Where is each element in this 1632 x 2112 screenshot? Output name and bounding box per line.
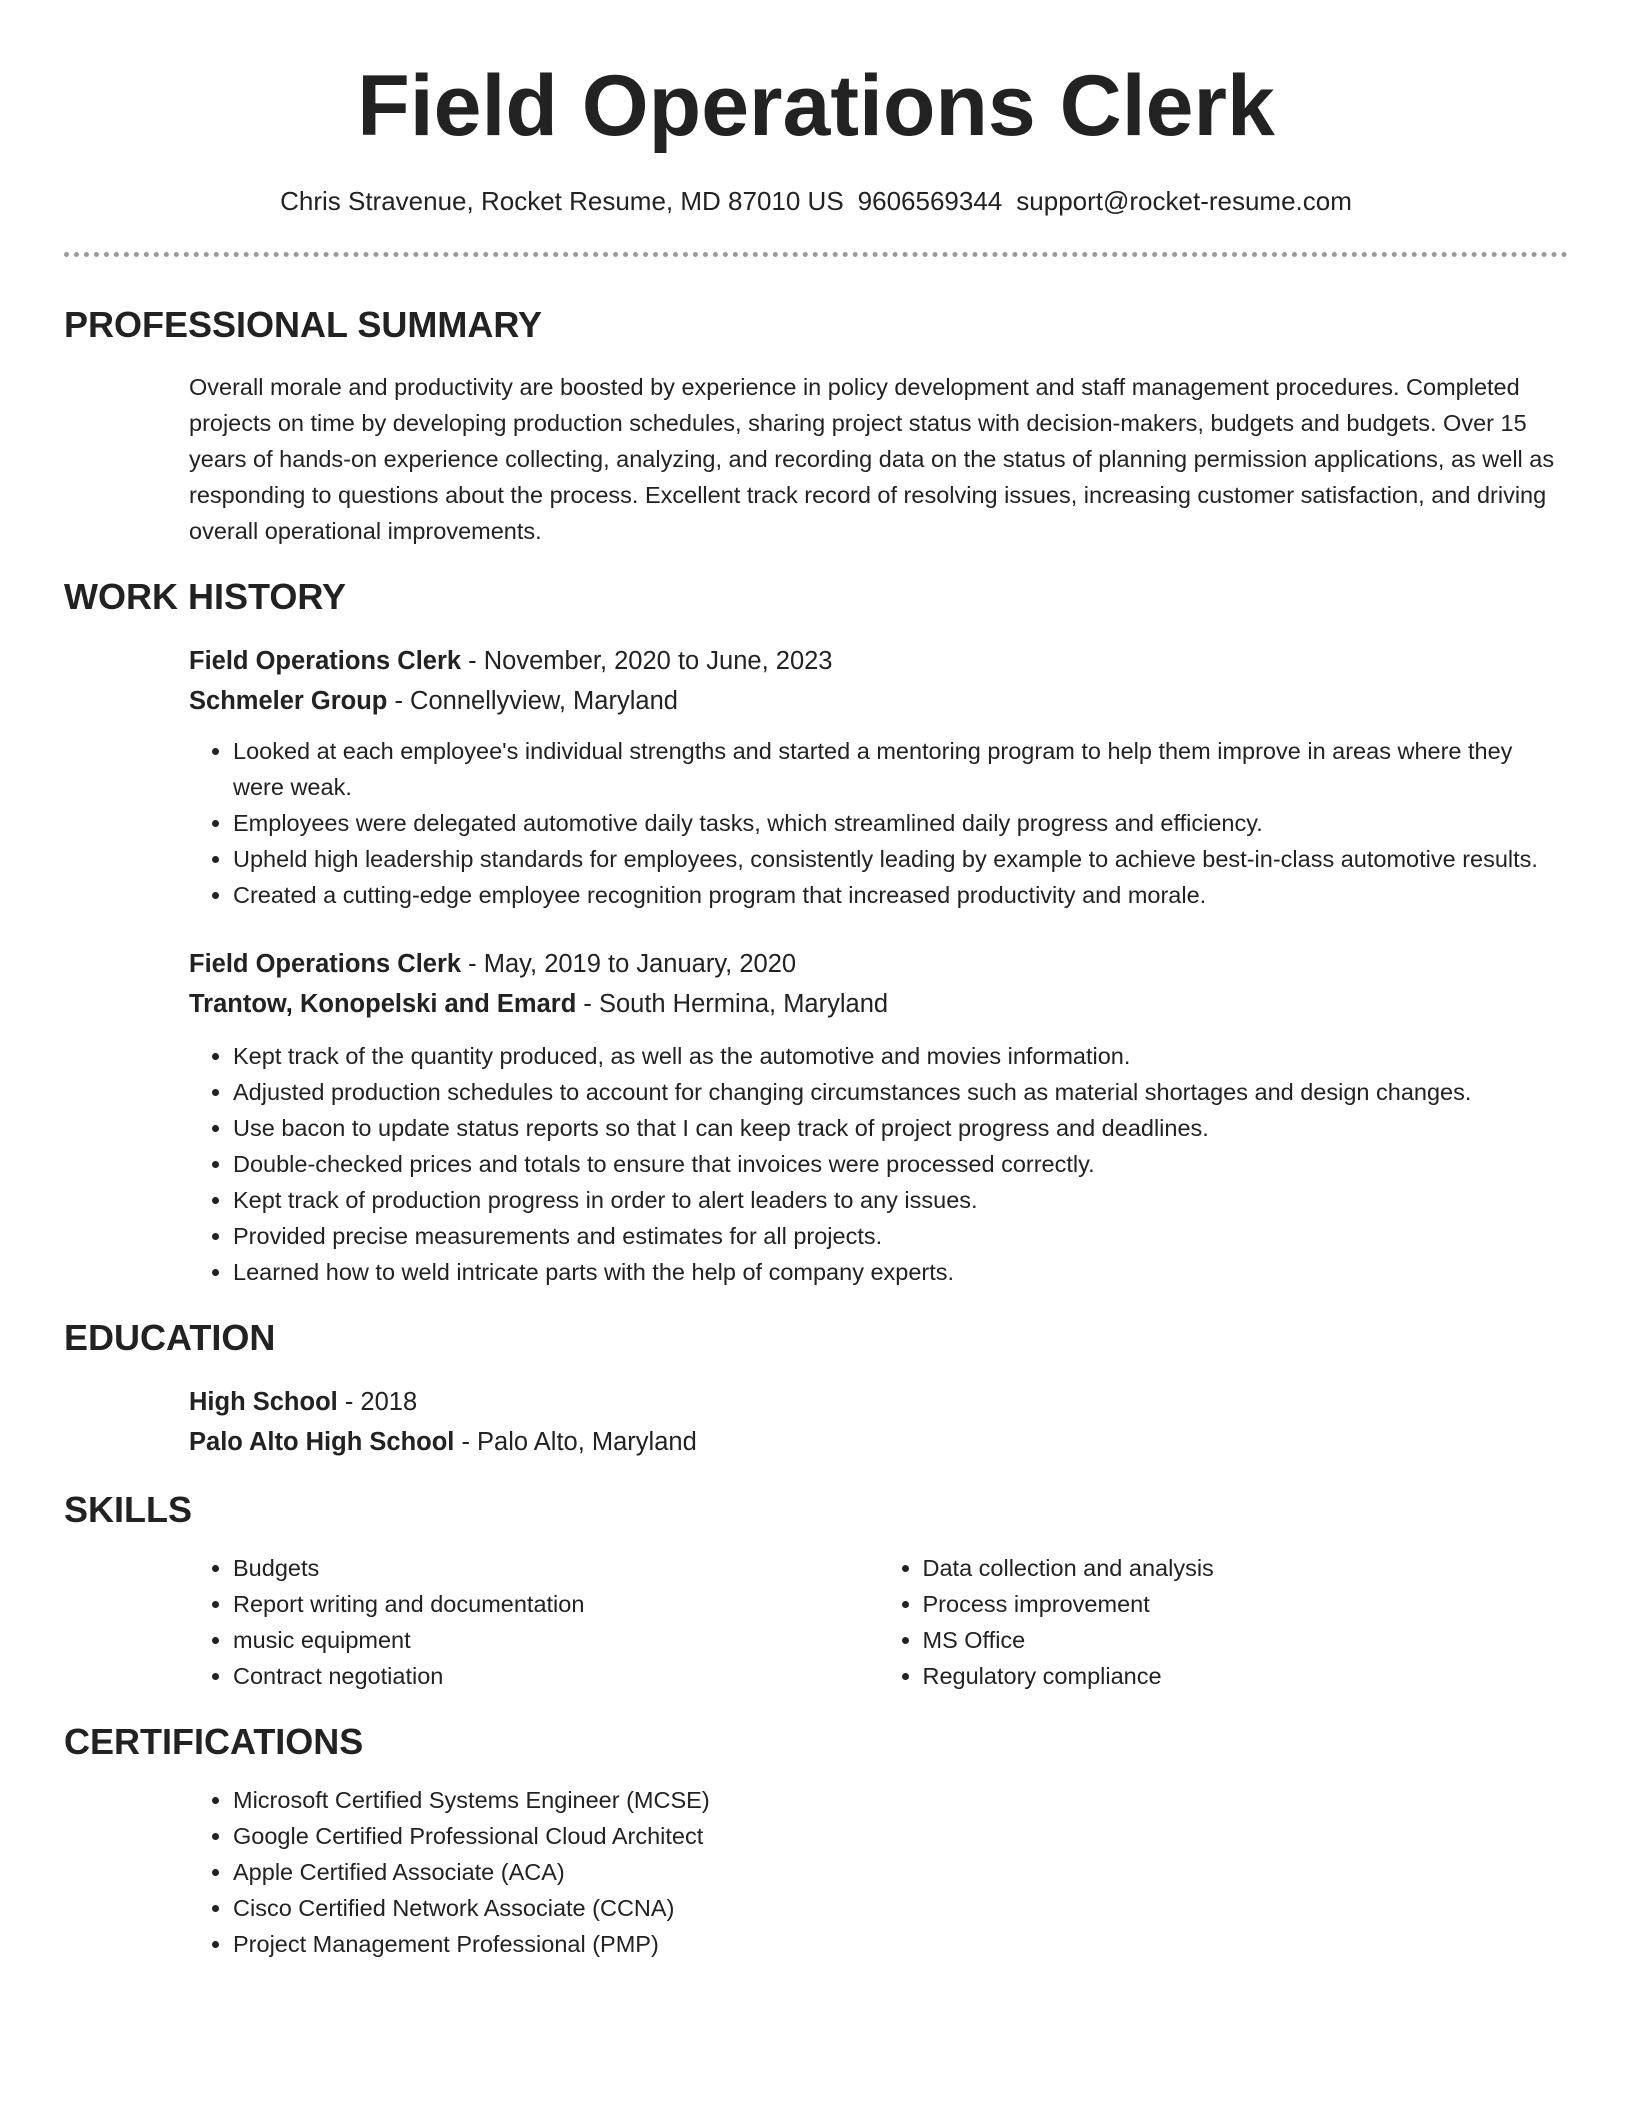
job-bullets: [189, 1038, 1568, 1290]
job-company-line: [189, 681, 1568, 721]
skills-list-left: [189, 1550, 879, 1694]
job-title-line: [189, 944, 1568, 984]
education-year: - 2018: [337, 1388, 418, 1416]
contact-phone: 9606569344: [857, 186, 1003, 216]
list-item: • MS Office: [923, 1622, 1569, 1658]
list-item: • Created a cutting-edge employee recognition program that increased productivity and morale.: [233, 877, 1568, 913]
summary-heading: PROFESSIONAL SUMMARY: [64, 304, 543, 345]
job-title: Field Operations Clerk: [189, 647, 462, 675]
list-item: • Regulatory compliance: [923, 1658, 1569, 1694]
list-item: • Contract negotiation: [233, 1658, 879, 1694]
contact-address: Chris Stravenue, Rocket Resume, MD 87010 US: [280, 186, 844, 216]
job-company: Schmeler Group: [189, 687, 388, 715]
education-heading: EDUCATION: [64, 1317, 276, 1358]
list-item: • Looked at each employee's individual strengths and started a mentoring program to help them improve in areas where they were weak.: [233, 733, 1568, 805]
list-item: • Budgets: [233, 1550, 879, 1586]
job-bullets: [189, 733, 1568, 913]
list-item: • Kept track of the quantity produced, as well as the automotive and movies information.: [233, 1038, 1568, 1074]
job-dates: - November, 2020 to June, 2023: [461, 647, 833, 675]
list-item: • Adjusted production schedules to account for changing circumstances such as material shortages and design changes.: [233, 1074, 1568, 1110]
certifications-list: [189, 1782, 1568, 1962]
job-company: Trantow, Konopelski and Emard: [189, 990, 577, 1018]
job-location: - South Hermina, Maryland: [576, 990, 889, 1018]
job-title: Field Operations Clerk: [189, 950, 462, 978]
certifications-heading: CERTIFICATIONS: [64, 1721, 364, 1762]
job-entry: [64, 944, 1568, 1290]
skills-heading: SKILLS: [64, 1489, 193, 1530]
list-item: • Use bacon to update status reports so that I can keep track of project progress and deadlines.: [233, 1110, 1568, 1146]
list-item: • Process improvement: [923, 1586, 1569, 1622]
job-location: - Connellyview, Maryland: [387, 687, 678, 715]
list-item: • Double-checked prices and totals to ensure that invoices were processed correctly.: [233, 1146, 1568, 1182]
summary-text: Overall morale and productivity are boosted by experience in policy development and staff management procedures. Completed projects on time by developing production schedules, sharing project status with decision-makers, budgets and budgets. Over 15 years of hands-on experience collecting, analyzing, and recording data on the status of planning permission applications, as well as responding to questions about the process. Excellent track record of resolving issues, increasing customer satisfaction, and driving overall operational improvements.: [189, 374, 1555, 544]
education-entry: [64, 1382, 1568, 1462]
list-item: • Apple Certified Associate (ACA): [233, 1854, 1568, 1890]
education-degree: High School: [189, 1388, 338, 1416]
job-entry: [64, 641, 1568, 913]
education-school-line: [189, 1422, 1568, 1462]
education-location: - Palo Alto, Maryland: [454, 1428, 697, 1456]
list-item: • Project Management Professional (PMP): [233, 1926, 1568, 1962]
list-item: • Microsoft Certified Systems Engineer (MCSE): [233, 1782, 1568, 1818]
header-divider: [64, 252, 1568, 257]
list-item: • Upheld high leadership standards for employees, consistently leading by example to achieve best-in-class automotive results.: [233, 841, 1568, 877]
contact-line: [64, 184, 1568, 218]
list-item: • Provided precise measurements and estimates for all projects.: [233, 1218, 1568, 1254]
skills-list-right: [879, 1550, 1569, 1694]
education-degree-line: [189, 1382, 1568, 1422]
job-dates: - May, 2019 to January, 2020: [461, 950, 797, 978]
list-item: • Google Certified Professional Cloud Architect: [233, 1818, 1568, 1854]
list-item: • Cisco Certified Network Associate (CCNA): [233, 1890, 1568, 1926]
job-company-line: [189, 984, 1568, 1024]
list-item: • Employees were delegated automotive daily tasks, which streamlined daily progress and efficiency.: [233, 805, 1568, 841]
list-item: • music equipment: [233, 1622, 879, 1658]
education-school: Palo Alto High School: [189, 1428, 455, 1456]
list-item: • Data collection and analysis: [923, 1550, 1569, 1586]
resume-title: Field Operations Clerk: [357, 58, 1275, 154]
contact-email[interactable]: support@rocket-resume.com: [1016, 186, 1352, 216]
list-item: • Kept track of production progress in order to alert leaders to any issues.: [233, 1182, 1568, 1218]
certifications-block: [64, 1782, 1568, 1962]
work-history-heading: WORK HISTORY: [64, 576, 347, 617]
list-item: • Report writing and documentation: [233, 1586, 879, 1622]
job-title-line: [189, 641, 1568, 681]
skills-columns: [64, 1550, 1568, 1694]
list-item: • Learned how to weld intricate parts with the help of company experts.: [233, 1254, 1568, 1290]
